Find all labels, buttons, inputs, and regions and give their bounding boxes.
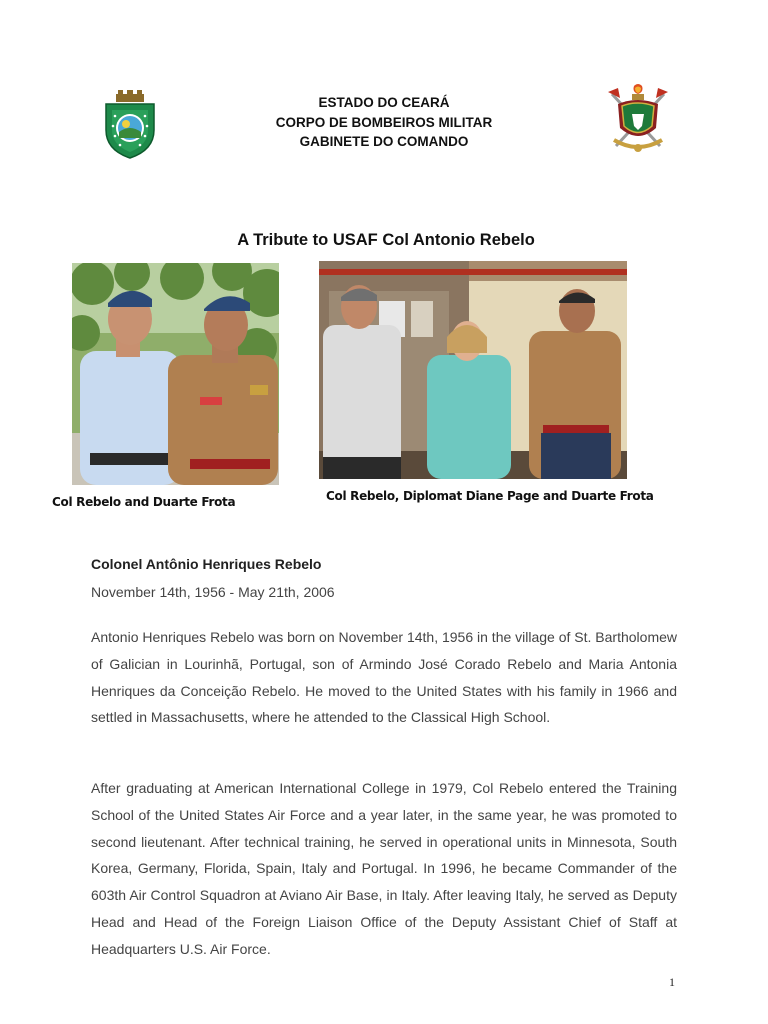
- page-number: 1: [669, 975, 675, 989]
- bio-dates: November 14th, 1956 - May 21th, 2006: [91, 584, 335, 600]
- ceara-coat-of-arms-icon: [100, 90, 160, 160]
- header-office: GABINETE DO COMANDO: [299, 134, 469, 149]
- photo-rebelo-page-and-frota: [319, 261, 627, 479]
- page-title: A Tribute to USAF Col Antonio Rebelo: [237, 231, 535, 249]
- header-department: CORPO DE BOMBEIROS MILITAR: [275, 114, 493, 130]
- photo-caption-2: Col Rebelo, Diplomat Diane Page and Duarte Frota: [326, 489, 654, 503]
- photo-caption-1: Col Rebelo and Duarte Frota: [52, 495, 236, 509]
- bio-paragraph-1: Antonio Henriques Rebelo was born on November 14th, 1956 in the village of St. Bartholomew of Galician in Lourinhã, Portugal, son of Armindo José Corado Rebelo and Maria Antonia Henriques da Conceição Rebelo. He moved to the United States with his family in 1966 and settled in Massachusetts, where he attended to the Classical High School.: [91, 629, 678, 726]
- fire-brigade-emblem-icon: [604, 84, 672, 156]
- header-state: ESTADO DO CEARÁ: [318, 95, 450, 110]
- document-header: [200, 93, 568, 152]
- bio-paragraph-2: After graduating at American International College in 1979, Col Rebelo entered the Training School of the United States Air Force and a year later, in the same year, he was promoted to second lieutenant. After technical training, he served in operational units in Minnesota, South Korea, Germany, Florida, Spain, Italy and Portugal. In 1996, he became Commander of the 603th Air Control Squadron at Aviano Air Base, in Italy. After leaving Italy, he served as Deputy Head and Head of the Foreign Liaison Office of the Deputy Assistant Chief of Staff at Headquarters U.S. Air Force.: [91, 780, 677, 957]
- photo-rebelo-and-frota: [72, 263, 279, 485]
- bio-heading: Colonel Antônio Henriques Rebelo: [91, 556, 322, 572]
